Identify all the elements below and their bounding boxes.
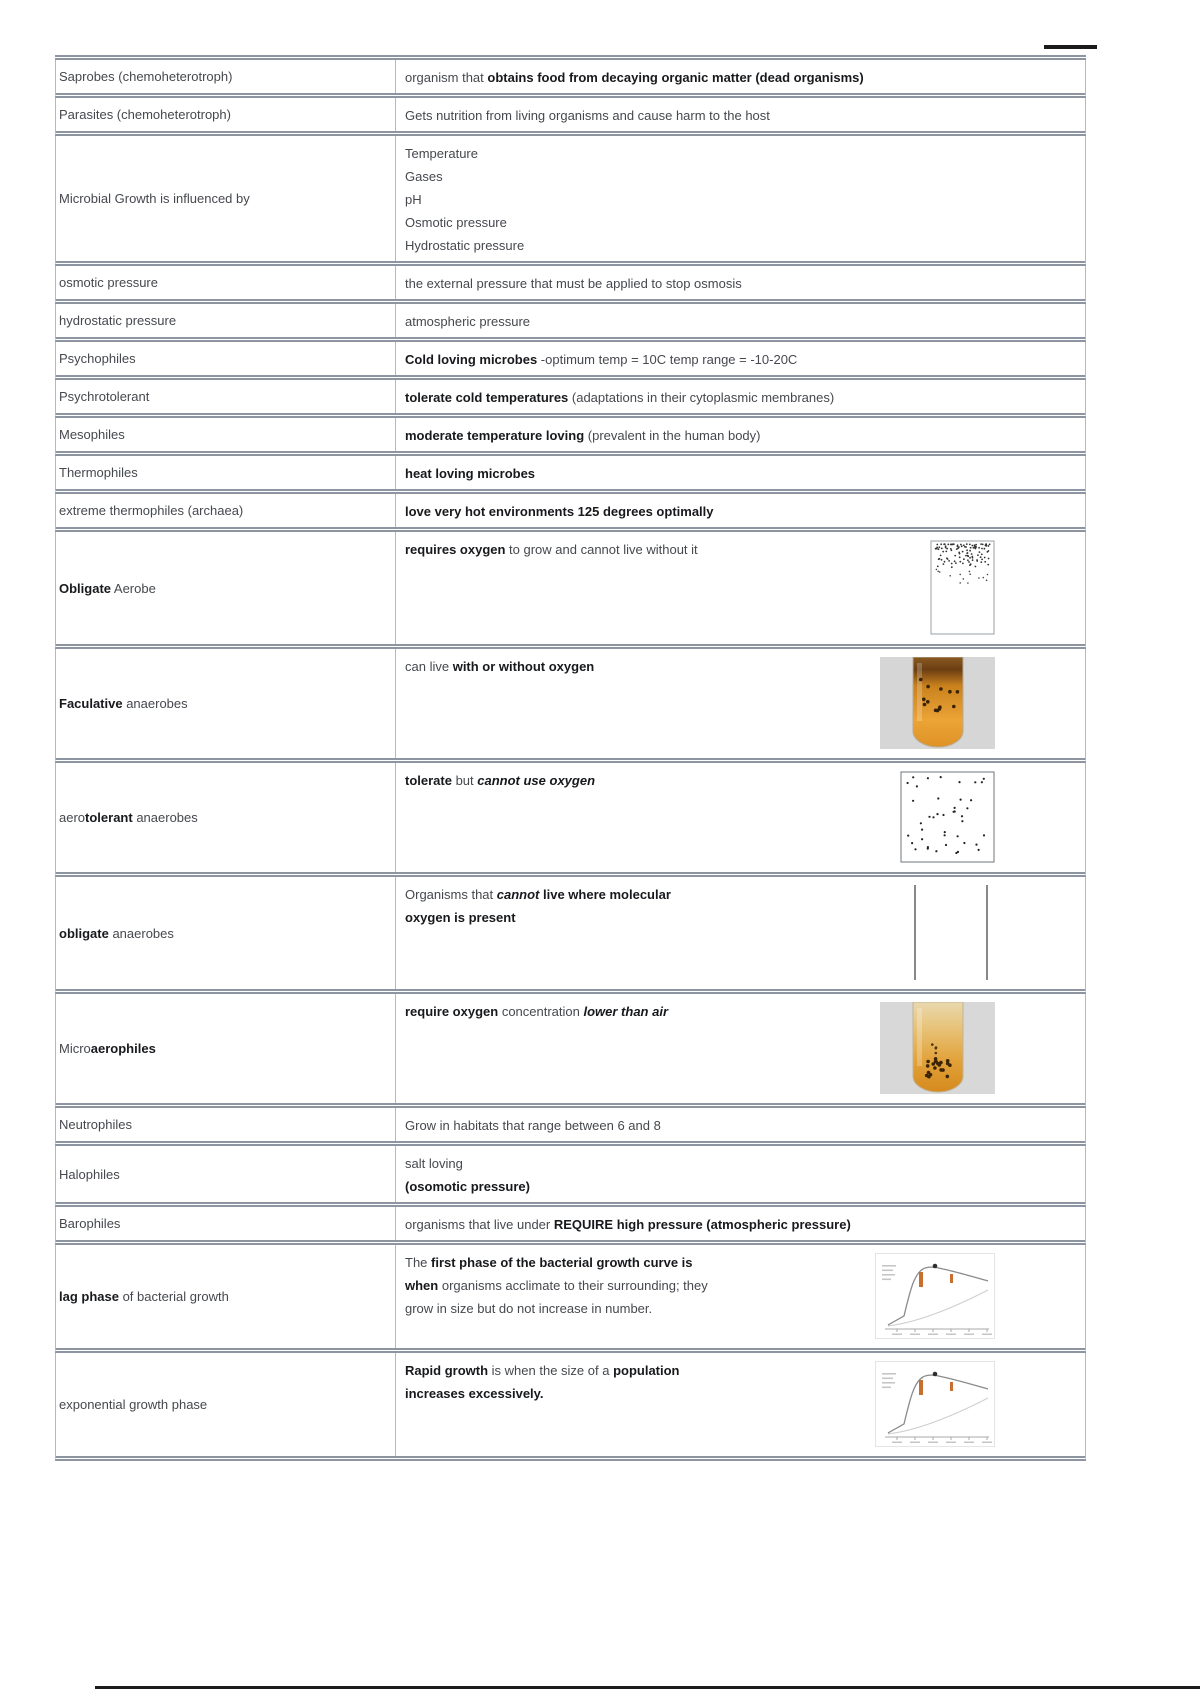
definition-line bbox=[405, 66, 864, 89]
definition-text bbox=[405, 881, 671, 929]
definition-cell bbox=[396, 994, 1085, 1103]
table-row bbox=[55, 136, 1086, 266]
definition-cell bbox=[396, 136, 1085, 261]
definition-text bbox=[405, 998, 668, 1023]
text-segment: when bbox=[405, 1278, 439, 1293]
text-segment: increases excessively. bbox=[405, 1386, 544, 1401]
text-segment: oxygen is present bbox=[405, 910, 516, 925]
text-segment: exponential growth phase bbox=[59, 1397, 208, 1412]
text-segment: Grow in habitats that range between 6 and 8 bbox=[405, 1118, 661, 1133]
term-cell bbox=[56, 763, 396, 872]
text-segment: cannot use oxygen bbox=[477, 773, 596, 788]
text-segment: Barophiles bbox=[59, 1216, 121, 1231]
term-cell bbox=[56, 494, 396, 527]
term-cell bbox=[56, 136, 396, 261]
term-cell bbox=[56, 418, 396, 451]
text-segment: with or without oxygen bbox=[452, 659, 595, 674]
definition-text bbox=[405, 536, 698, 561]
definition-line bbox=[405, 234, 524, 257]
table-row bbox=[55, 877, 1086, 994]
definition-line bbox=[405, 906, 671, 929]
definition-cell bbox=[396, 304, 1085, 337]
term-cell bbox=[56, 1207, 396, 1240]
table-row bbox=[55, 1207, 1086, 1245]
text-segment: REQUIRE high pressure (atmospheric pressure) bbox=[553, 1217, 851, 1232]
definition-text bbox=[405, 1150, 530, 1198]
text-segment: Microbial Growth is influenced by bbox=[59, 191, 250, 206]
term-text bbox=[59, 1215, 120, 1232]
text-segment: population bbox=[613, 1363, 680, 1378]
term-text bbox=[59, 580, 156, 597]
term-text bbox=[59, 190, 250, 207]
term-text bbox=[59, 106, 231, 123]
microaerophile-tube-photo bbox=[880, 1002, 995, 1094]
definition-cell bbox=[396, 418, 1085, 451]
definition-cell bbox=[396, 266, 1085, 299]
text-segment: Psychrotolerant bbox=[59, 389, 150, 404]
text-segment: Obligate bbox=[59, 580, 112, 596]
text-segment: moderate temperature loving bbox=[405, 428, 585, 443]
definition-text bbox=[405, 346, 797, 371]
table-row bbox=[55, 380, 1086, 418]
definition-text bbox=[405, 102, 770, 127]
term-text bbox=[59, 502, 243, 519]
term-text bbox=[59, 274, 158, 291]
definition-text bbox=[405, 1249, 708, 1320]
table-row bbox=[55, 1245, 1086, 1353]
table-row bbox=[55, 1353, 1086, 1461]
definition-cell bbox=[396, 456, 1085, 489]
term-text bbox=[59, 1040, 156, 1057]
text-segment: extreme thermophiles (archaea) bbox=[59, 503, 244, 518]
definition-text bbox=[405, 1112, 661, 1137]
text-segment: Hydrostatic pressure bbox=[405, 238, 525, 253]
definition-cell bbox=[396, 342, 1085, 375]
text-segment: require oxygen bbox=[405, 1004, 499, 1019]
text-segment: Gets nutrition from living organisms and cause harm to the host bbox=[405, 108, 770, 123]
definition-cell bbox=[396, 649, 1085, 758]
definition-line bbox=[405, 538, 698, 561]
table-row bbox=[55, 1146, 1086, 1207]
text-segment: Psychophiles bbox=[59, 351, 136, 366]
definition-line bbox=[405, 1297, 708, 1320]
text-segment: of bacterial growth bbox=[118, 1289, 229, 1304]
obligate-aerobe-tube-image bbox=[930, 540, 995, 635]
text-segment: Gases bbox=[405, 169, 443, 184]
text-segment: (osomotic pressure) bbox=[405, 1179, 530, 1194]
text-segment: (adaptations in their cytoplasmic membranes) bbox=[568, 390, 835, 405]
definition-line bbox=[405, 1114, 661, 1137]
text-segment: anaerobes bbox=[132, 810, 198, 825]
term-cell bbox=[56, 266, 396, 299]
term-text bbox=[59, 312, 176, 329]
term-text bbox=[59, 695, 188, 712]
definition-line bbox=[405, 1152, 530, 1175]
text-segment: Halophiles bbox=[59, 1166, 120, 1182]
text-segment: Rapid growth bbox=[405, 1363, 489, 1378]
table-row bbox=[55, 494, 1086, 532]
definition-cell bbox=[396, 877, 1085, 989]
definition-line bbox=[405, 1274, 708, 1297]
text-segment: tolerant bbox=[85, 810, 133, 825]
definition-line bbox=[405, 1175, 530, 1198]
text-segment: Cold loving microbes bbox=[405, 352, 538, 367]
text-segment: Aerobe bbox=[111, 580, 156, 596]
definition-text bbox=[405, 460, 535, 485]
definition-line bbox=[405, 142, 524, 165]
text-segment: cannot bbox=[496, 887, 540, 902]
text-segment: organisms acclimate to their surrounding; they bbox=[438, 1278, 708, 1293]
definition-line bbox=[405, 272, 742, 295]
facultative-anaerobe-tube-photo bbox=[880, 657, 995, 749]
definition-text bbox=[405, 64, 864, 89]
text-segment: Neutrophiles bbox=[59, 1117, 132, 1132]
obligate-anaerobe-tube-image bbox=[907, 885, 995, 980]
definition-cell bbox=[396, 98, 1085, 131]
text-segment: Parasites (chemoheterotroph) bbox=[59, 107, 231, 122]
term-cell bbox=[56, 342, 396, 375]
definition-line bbox=[405, 769, 595, 792]
text-segment: (prevalent in the human body) bbox=[584, 428, 761, 443]
table-row bbox=[55, 763, 1086, 877]
definition-text bbox=[405, 422, 760, 447]
text-segment: but bbox=[451, 773, 478, 788]
bottom-page-rule bbox=[95, 1686, 1200, 1689]
term-text bbox=[59, 809, 198, 826]
table-row bbox=[55, 649, 1086, 763]
lag-phase-growth-curve-image bbox=[875, 1253, 995, 1339]
text-segment: hydrostatic pressure bbox=[59, 313, 177, 328]
text-segment: Mesophiles bbox=[59, 427, 125, 442]
text-segment: love very hot environments 125 degrees optimally bbox=[405, 504, 714, 519]
term-cell bbox=[56, 877, 396, 989]
definition-cell bbox=[396, 494, 1085, 527]
definition-line bbox=[405, 1000, 668, 1023]
text-segment: pH bbox=[405, 192, 422, 207]
term-cell bbox=[56, 98, 396, 131]
definition-line bbox=[405, 165, 524, 188]
term-cell bbox=[56, 456, 396, 489]
definition-cell bbox=[396, 1207, 1085, 1240]
definition-line bbox=[405, 424, 760, 447]
definition-cell bbox=[396, 1146, 1085, 1202]
definition-text bbox=[405, 1211, 851, 1236]
text-segment: is when the size of a bbox=[488, 1363, 614, 1378]
definition-text bbox=[405, 653, 594, 678]
definition-line bbox=[405, 386, 834, 409]
term-cell bbox=[56, 1353, 396, 1456]
text-segment: tolerate bbox=[405, 773, 452, 788]
term-cell bbox=[56, 649, 396, 758]
definition-cell bbox=[396, 763, 1085, 872]
definition-line bbox=[405, 310, 530, 333]
table-row bbox=[55, 1108, 1086, 1146]
definition-line bbox=[405, 500, 714, 523]
text-segment: anaerobes bbox=[108, 925, 174, 941]
definition-cell bbox=[396, 380, 1085, 413]
text-segment: anaerobes bbox=[122, 696, 188, 711]
term-cell bbox=[56, 304, 396, 337]
text-segment: live where molecular bbox=[539, 887, 671, 902]
term-text bbox=[59, 464, 138, 481]
term-text bbox=[59, 1166, 120, 1183]
text-segment: -optimum temp = 10C temp range = -10-20C bbox=[537, 352, 798, 367]
table-row bbox=[55, 994, 1086, 1108]
definition-cell bbox=[396, 60, 1085, 93]
definition-line bbox=[405, 1213, 851, 1236]
definition-line bbox=[405, 211, 524, 234]
text-segment: The bbox=[405, 1255, 432, 1270]
text-segment: the external pressure that must be applied to stop osmosis bbox=[405, 276, 742, 291]
text-segment: lower than air bbox=[583, 1004, 669, 1019]
text-segment: Temperature bbox=[405, 146, 478, 161]
text-segment: can live bbox=[405, 659, 453, 674]
term-text bbox=[59, 1116, 132, 1133]
text-segment: Organisms that bbox=[405, 887, 497, 902]
term-cell bbox=[56, 532, 396, 644]
exponential-growth-curve-image bbox=[875, 1361, 995, 1447]
term-text bbox=[59, 388, 149, 405]
definition-text bbox=[405, 270, 742, 295]
definition-cell bbox=[396, 532, 1085, 644]
definition-text bbox=[405, 1357, 680, 1405]
text-segment: lag phase bbox=[59, 1289, 119, 1304]
table-row bbox=[55, 532, 1086, 649]
text-segment: heat loving microbes bbox=[405, 466, 536, 481]
term-text bbox=[59, 426, 125, 443]
definition-line bbox=[405, 1251, 708, 1274]
definition-line bbox=[405, 655, 594, 678]
definition-line bbox=[405, 462, 535, 485]
definition-cell bbox=[396, 1245, 1085, 1348]
definition-text bbox=[405, 498, 714, 523]
term-text bbox=[59, 1288, 229, 1305]
table-row bbox=[55, 266, 1086, 304]
definition-text bbox=[405, 767, 595, 792]
text-segment: aero bbox=[59, 810, 86, 825]
text-segment: organisms that live under bbox=[405, 1217, 554, 1232]
term-cell bbox=[56, 60, 396, 93]
text-segment: Faculative bbox=[59, 696, 123, 711]
definition-line bbox=[405, 1382, 680, 1405]
term-cell bbox=[56, 1245, 396, 1348]
text-segment: Osmotic pressure bbox=[405, 215, 507, 230]
text-segment: concentration bbox=[498, 1004, 584, 1019]
definition-line bbox=[405, 348, 797, 371]
definition-cell bbox=[396, 1108, 1085, 1141]
text-segment: salt loving bbox=[405, 1156, 463, 1171]
definition-line bbox=[405, 883, 671, 906]
term-cell bbox=[56, 380, 396, 413]
text-segment: Thermophiles bbox=[59, 465, 138, 480]
text-segment: Saprobes (chemoheterotroph) bbox=[59, 69, 233, 84]
table-row bbox=[55, 304, 1086, 342]
aerotolerant-anaerobe-tube-image bbox=[900, 771, 995, 863]
term-text bbox=[59, 925, 174, 942]
definition-line bbox=[405, 104, 770, 127]
text-segment: grow in size but do not increase in number. bbox=[405, 1301, 653, 1316]
study-table bbox=[55, 55, 1086, 1461]
term-text bbox=[59, 350, 136, 367]
table-row bbox=[55, 342, 1086, 380]
text-segment: obtains food from decaying organic matter (dead organisms) bbox=[487, 70, 864, 85]
text-segment: Micro bbox=[59, 1041, 91, 1056]
text-segment: organism that bbox=[405, 70, 488, 85]
table-row bbox=[55, 418, 1086, 456]
term-text bbox=[59, 1396, 207, 1413]
text-segment: to grow and cannot live without it bbox=[505, 542, 698, 557]
text-segment: osmotic pressure bbox=[59, 275, 158, 290]
text-segment: first phase of the bacterial growth curve is bbox=[431, 1255, 693, 1270]
text-segment: obligate bbox=[59, 925, 109, 941]
definition-cell bbox=[396, 1353, 1085, 1456]
text-segment: requires oxygen bbox=[405, 542, 506, 557]
text-segment: atmospheric pressure bbox=[405, 314, 530, 329]
text-segment: tolerate cold temperatures bbox=[405, 390, 569, 405]
text-segment: aerophiles bbox=[90, 1041, 156, 1056]
definition-line bbox=[405, 188, 524, 211]
top-right-rule bbox=[1044, 45, 1097, 49]
term-cell bbox=[56, 1108, 396, 1141]
term-cell bbox=[56, 1146, 396, 1202]
term-cell bbox=[56, 994, 396, 1103]
definition-text bbox=[405, 140, 524, 257]
table-row bbox=[55, 60, 1086, 98]
table-row bbox=[55, 98, 1086, 136]
definition-text bbox=[405, 308, 530, 333]
definition-line bbox=[405, 1359, 680, 1382]
definition-text bbox=[405, 384, 834, 409]
table-row bbox=[55, 456, 1086, 494]
term-text bbox=[59, 68, 232, 85]
